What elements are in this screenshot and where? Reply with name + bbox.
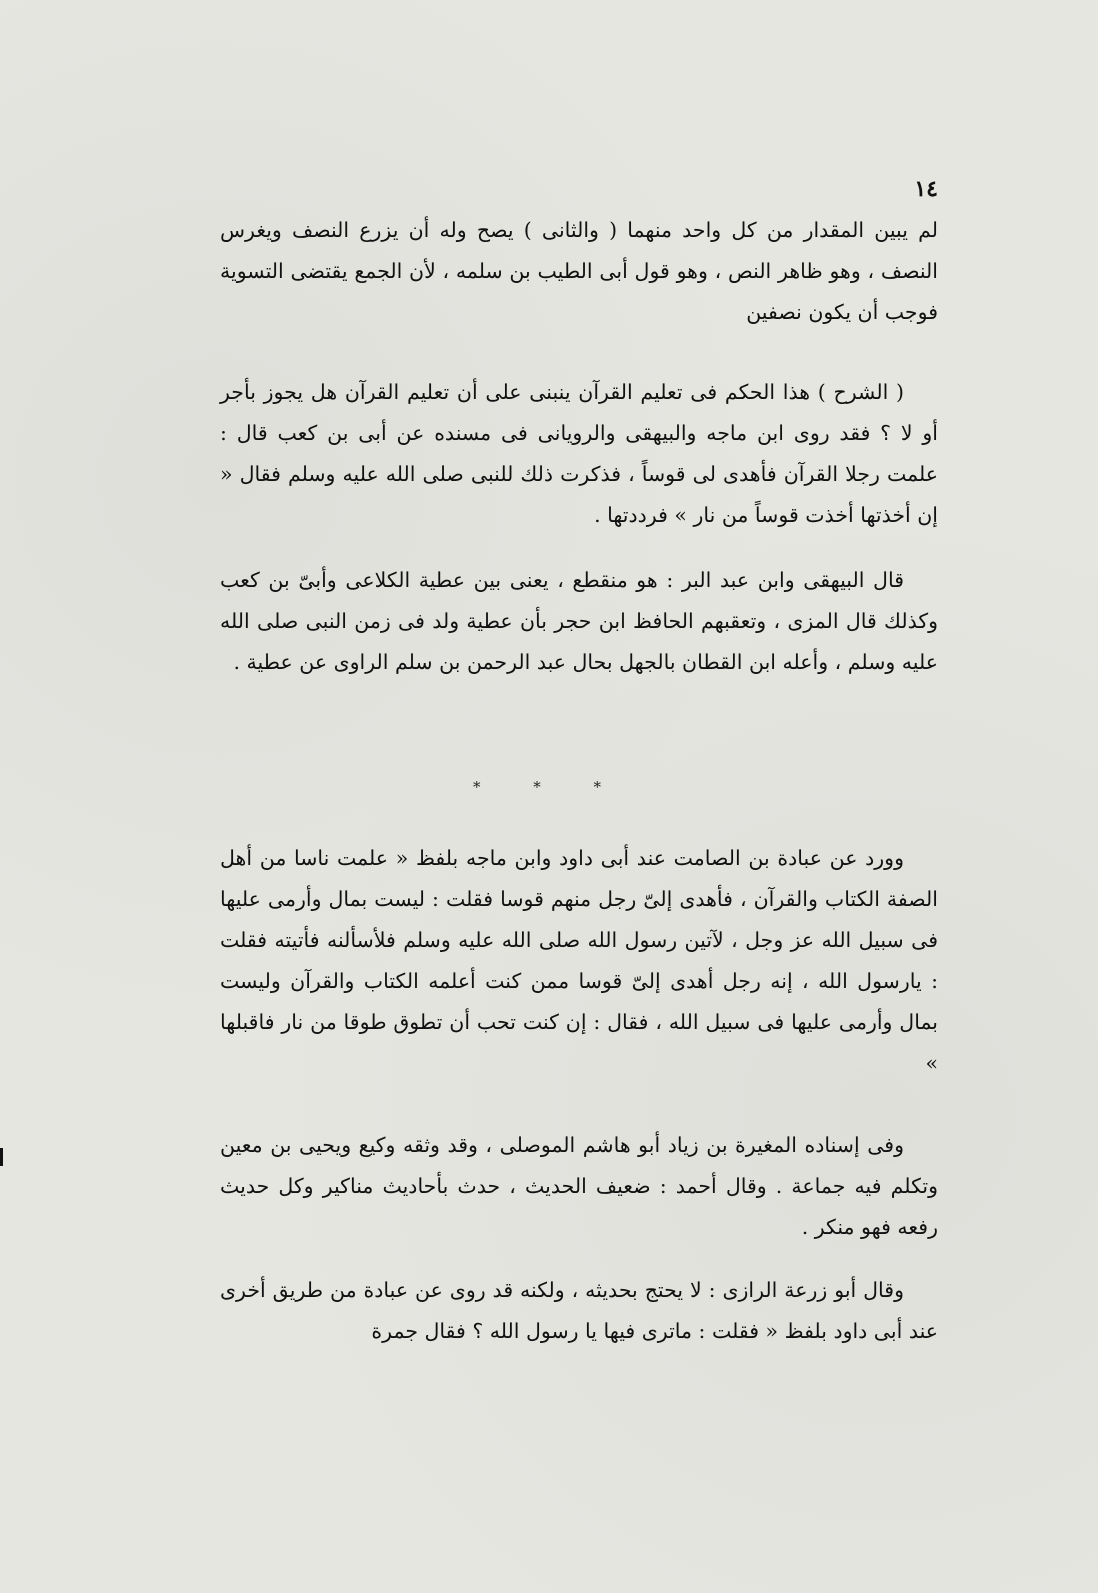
paragraph-text: وفى إسناده المغيرة بن زياد أبو هاشم الموصلى ، وقد وثقه وكيع ويحيى بن معين وتكلم فيه جماعة . وقال أحمد : ضعيف الحديث ، حدث بأحاديث مناكير وكل حديث رفعه فهو منكر . xyxy=(220,1133,938,1239)
paragraph-text: ( الشرح ) هذا الحكم فى تعليم القرآن ينبنى على أن تعليم القرآن هل يجوز بأجر أو لا ؟ فقد روى ابن ماجه والبيهقى والرويانى فى مسنده عن أبى بن كعب قال : علمت رجلا القرآن فأهدى لى قوساً ، فذكرت ذلك للنبى صلى الله عليه وسلم فقال « إن أخذتها أخذت قوساً من نار » فرددتها . xyxy=(220,380,938,527)
page-number: ١٤ xyxy=(914,176,938,202)
paragraph-text: وورد عن عبادة بن الصامت عند أبى داود وابن ماجه بلفظ « علمت ناسا من أهل الصفة الكتاب والقرآن ، فأهدى إلىّ رجل منهم قوسا فقلت : ليست بمال وأرمى عليها فى سبيل الله عز وجل ، لآتين رسول الله صلى الله عليه وسلم فلأسألنه فأتيته فقلت : يارسول الله ، إنه رجل أهدى إلىّ قوسا ممن كنت أعلمه الكتاب والقرآن وليست بمال وأرمى عليها فى سبيل الله ، فقال : إن كنت تحب أن تطوق طوقا من نار فاقبلها » xyxy=(220,846,938,1075)
scan-edge-mark xyxy=(0,1148,3,1166)
paragraph-text: وقال أبو زرعة الرازى : لا يحتج بحديثه ، ولكنه قد روى عن عبادة من طريق أخرى عند أبى داود بلفظ « فقلت : ماترى فيها يا رسول الله ؟ فقال جمرة xyxy=(220,1278,938,1343)
paragraph-4 xyxy=(220,838,938,1084)
paragraph-text: قال البيهقى وابن عبد البر : هو منقطع ، يعنى بين عطية الكلاعى وأبىّ بن كعب وكذلك قال المزى ، وتعقبهم الحافظ ابن حجر بأن عطية ولد فى زمن النبى صلى الله عليه وسلم ، وأعله ابن القطان بالجهل بحال عبد الرحمن بن سلم الراوى عن عطية . xyxy=(220,568,938,674)
paragraph-text: لم يبين المقدار من كل واحد منهما ( والثانى ) يصح وله أن يزرع النصف ويغرس النصف ، وهو ظاهر النص ، وهو قول أبى الطيب بن سلمه ، لأن الجمع يقتضى التسوية فوجب أن يكون نصفين xyxy=(220,218,938,324)
paragraph-6 xyxy=(220,1270,938,1352)
paragraph-5 xyxy=(220,1125,938,1248)
section-separator: * * * xyxy=(472,778,626,796)
paragraph-2 xyxy=(220,372,938,536)
paragraph-3 xyxy=(220,560,938,683)
paragraph-1 xyxy=(220,210,938,333)
